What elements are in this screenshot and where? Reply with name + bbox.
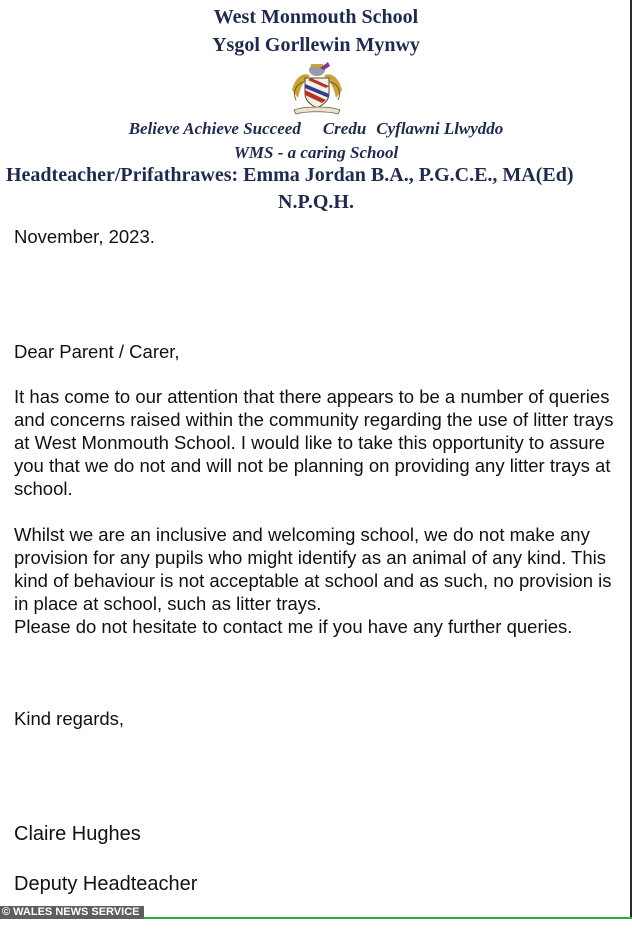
signer-title: Deputy Headteacher [14, 873, 198, 895]
motto-line [0, 119, 632, 139]
motto-welsh-credu: Credu [322, 119, 367, 138]
signer-name: Claire Hughes [14, 823, 141, 845]
motto-welsh-rest: Cyflawni Llwyddo [376, 119, 504, 138]
headteacher-qualification: N.P.Q.H. [278, 191, 354, 213]
letter-paragraph-1: It has come to our attention that there appears to be a number of queries and concerns raised within the community regarding the use of litter trays at West Monmouth School. I would like to take this opportunity to assure you that we do not and will not be planning on providing any litter trays at school. [14, 386, 614, 499]
school-crest-icon [284, 60, 350, 116]
headteacher-line: Headteacher/Prifathrawes: Emma Jordan B.A., P.G.C.E., MA(Ed) [6, 164, 574, 186]
letter-date: November, 2023. [14, 226, 155, 247]
watermark-credit: © WALES NEWS SERVICE [0, 906, 144, 919]
school-name-welsh: Ysgol Gorllewin Mynwy [212, 34, 420, 56]
caring-school-tagline: WMS - a caring School [233, 143, 399, 162]
letter-salutation: Dear Parent / Carer, [14, 341, 180, 362]
motto-english: Believe Achieve Succeed [128, 119, 301, 138]
letter-closing: Kind regards, [14, 708, 125, 729]
page-bottom-strip [0, 919, 632, 930]
school-name-english: West Monmouth School [213, 6, 419, 28]
letter-paragraph-2: Whilst we are an inclusive and welcoming school, we do not make any provision for any pupils who might identify as an animal of any kind. This kind of behaviour is not acceptable at school and as such, no provision is in place at school, such as litter trays. Please do not hesitate to contact me if you have any further queries. [14, 524, 612, 637]
